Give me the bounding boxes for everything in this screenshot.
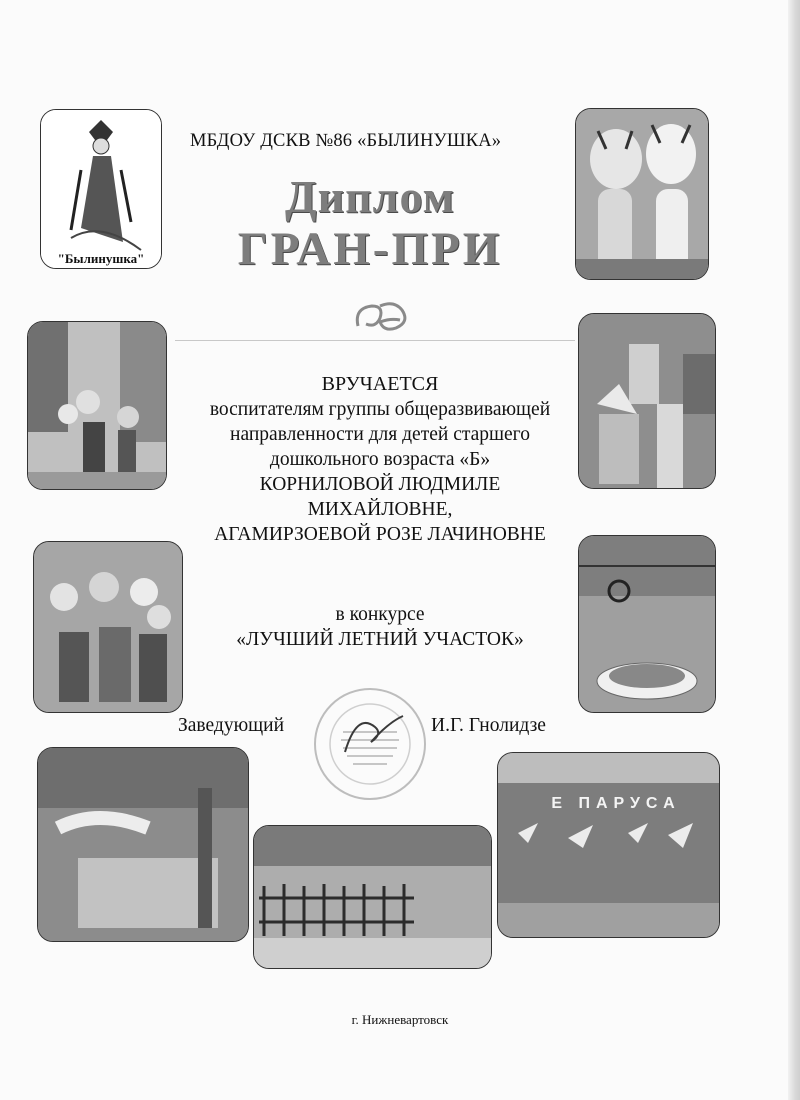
description-line: воспитателям группы общеразвивающей: [209, 399, 551, 420]
diploma-title: Диплом: [285, 171, 455, 222]
divider-line: [175, 340, 575, 341]
recipient-names: [160, 472, 600, 547]
logo-image: [40, 109, 162, 269]
photo-banner-text: Е ПАРУСА: [551, 795, 681, 812]
signatory-name: И.Г. Гнолидзе: [431, 715, 546, 736]
photo-fence: [253, 825, 492, 969]
stamp-icon: [305, 682, 435, 807]
photo-sails-fence: [497, 752, 720, 938]
description-line: дошкольного возраста «Б»: [269, 449, 491, 470]
contest-prefix: в конкурсе: [335, 604, 425, 625]
scan-edge: [788, 0, 800, 1100]
description-line: направленности для детей старшего: [230, 424, 530, 445]
recipient-name-line: КОРНИЛОВОЙ ЛЮДМИЛЕ: [259, 474, 501, 495]
recipient-description: [160, 397, 600, 472]
recipient-name-line: АГАМИРЗОЕВОЙ РОЗЕ ЛАЧИНОВНЕ: [214, 524, 546, 545]
organization-name: МБДОУ ДСКВ №86 «БЫЛИНУШКА»: [190, 131, 502, 151]
photo-sandbox: [37, 747, 249, 942]
photo-cats: [575, 108, 709, 280]
logo-caption: "Былинушка": [57, 251, 145, 266]
ornament-icon: [350, 296, 418, 336]
awarded-label: ВРУЧАЕТСЯ: [321, 373, 439, 395]
contest-name: «ЛУЧШИЙ ЛЕТНИЙ УЧАСТОК»: [236, 629, 524, 650]
logo-drawing: [41, 110, 161, 268]
recipient-name-line: МИХАЙЛОВНЕ,: [307, 499, 453, 520]
city-name: г. Нижневартовск: [351, 1012, 449, 1027]
signatory-position: Заведующий: [178, 715, 285, 736]
photo-street-balloons: [27, 321, 167, 490]
grand-prix-title: ГРАН-ПРИ: [237, 223, 503, 275]
